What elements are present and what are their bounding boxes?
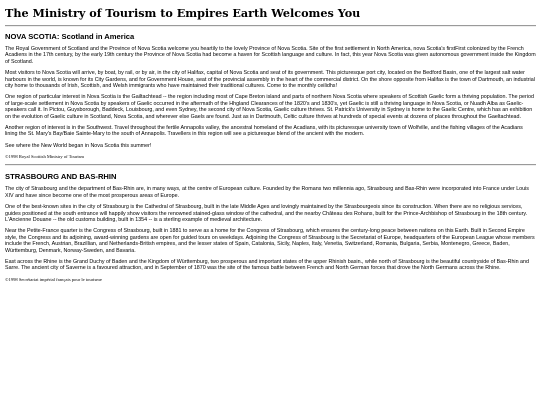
title-divider <box>5 25 536 27</box>
copyright-notice: ©1998 Royal Scottish Ministry of Tourism <box>5 154 85 160</box>
section-heading: NOVA SCOTIA: Scotland in America <box>5 32 135 41</box>
section-paragraph: Another region of interest is in the Southwest. Travel throughout the fertile Annapolis valley, the ancestral homeland of the Acadians, with its picturesque university town of Wolfville, and the fishing villages of the Acadians lining the St. Mary's Bay/Baie Sainte-Mary to the south of Annapolis. Travellers in this region will see a picturesque blend of the ancient with the modern. <box>5 125 523 138</box>
section-divider <box>5 164 536 166</box>
section-paragraph: The city of Strasbourg and the department of Bas-Rhin are, in many ways, at the centre of European culture. Founded by the Romans two millennia ago, Strasbourg and Bas-Rhin were incorporated into France under Louis XIV and have since become one of the most prosperous areas of Europe. <box>5 186 529 199</box>
section-paragraph: One of the best-known sites in the city of Strasbourg is the Cathedral of Strasbourg, built in the late Middle Ages and lovingly maintained by the Strasbourgeois since its construction. When there are no religious services, guides positioned at the south entrance will happily show visitors the renowned stained-glass window of the cathedral, and the nearby Château des Rohans, built for the Prince-Archbishop of Strasbourg in the 18th century. L'Ancienne Douane -- the old customs building, built in 1354 -- is a sterling example of medieval architecture. <box>5 204 528 223</box>
section-paragraph: The Royal Government of Scotland and the Province of Nova Scotia welcome you heartily to the lovely Province of Nova Scotia. Site of the first settlement in North America, nova Scotia's firstFirst colonized by the French Acadiens in the 17th century, by the early 19th century the Province of Nova Scotia had become a haven for Scottish language and culture. In fact, this year Nova Scotia was given autonomous government inside the Kingdom of Scotland. <box>5 46 536 65</box>
section-heading: STRASBOURG AND BAS-RHIN <box>5 172 117 182</box>
section-strasbourg <box>5 172 536 282</box>
section-paragraph: Near the Petite-France quarter is the Congress of Strasbourg, built in 1881 to serve as a home for the Congress of Strasbourg, which ensures the century-long peace between nations on this Earth. Built in Second Empire style, the Congress and its adjoining, award-winning gardens are open for guided tours on weekdays. Adjoining the Congress of Strasbourg is the Secretariat of Europe, headquarters of the European League whose members include the French, Austrian, Brazillian, and Netherlands-British empires, and the lesser states of Spain, Catalonia, Sicily, Naples, Italy, Venetia, Switzerland, Romania, Bulgaria, Serbia, Montenegro, Greece, Baden, Württemburg, Denmark, Norway-Sweden, and Bavaria. <box>5 228 535 254</box>
copyright-notice: ©1998 Secrétariat impérial français pour le tourisme <box>5 276 102 282</box>
section-nova-scotia <box>5 32 536 160</box>
section-paragraph: Most visitors to Nova Scotia will arrive, by boat, by rail, or by air, in the city of Halifax, capital of Nova Scotia and seat of its government. This picturesque port city, located on the Bedford Basin, one of the largest salt water harbours in the world, is known for its City Gardens, and for Government House, seat of the provincial assembly in the heart of the commercial district. On the shore opposite from Halifax is the town of Dartmouth, an industrial city home to thousands of Irish, Scottish, and Welsh immigrants who have maintained their traditional cultures. Come to the monthly ceilidhs! <box>5 70 535 90</box>
section-paragraph: One region of particular interest in Nova Scotia is the Gailtachtead -- the region including most of Cape Breton island and parts of northern Nova Scotia where speakers of Scottish Gaelic form a thriving population. The period of large-scale settlement in Nova Scotia by speakers of Gaelic occurred in the aftermath of the Hhgland Clearances of the 1820's and 1830's, yet Gaelic is still a thriving language in Nova Scotia, or Nuadh Alba as Gaelic-speakers call it. In Pictou, Guysborough, Baddeck, Louisbourg, and even Sydney, the second city of Nova Scotia, Gaelic culture thrives. St. Patrick's University in Sydney is home to the Gaelic Centre, which has an exhibition on the evolution of Gaelic culture in Scotland, Nova Scotia, and wherever else Gaels are found. Just as in Dartmouth, Celtic culture thrives at hundreds of special events at dozens of places throughout the Gaeltachtead. <box>5 94 534 120</box>
section-paragraph: See where the New World began in Nova Scotia this summer! <box>5 142 152 149</box>
page-title: The Ministry of Tourism to Empires Earth Welcomes You <box>5 6 361 20</box>
section-paragraph: East across the Rhine is the Grand Duchy of Baden and the Kingdom of Württemburg, two prosperous and important states of the upper Rhinish basin., while north of Strasbourg is the beautiful countryside of Bas-Rhin and Sarre. The ancient city of Saverne is a favoured attraction, and in September of 1870 was the site of the famous battle between French and North German forces that drove the North Germans across the Rhine. <box>5 258 529 272</box>
